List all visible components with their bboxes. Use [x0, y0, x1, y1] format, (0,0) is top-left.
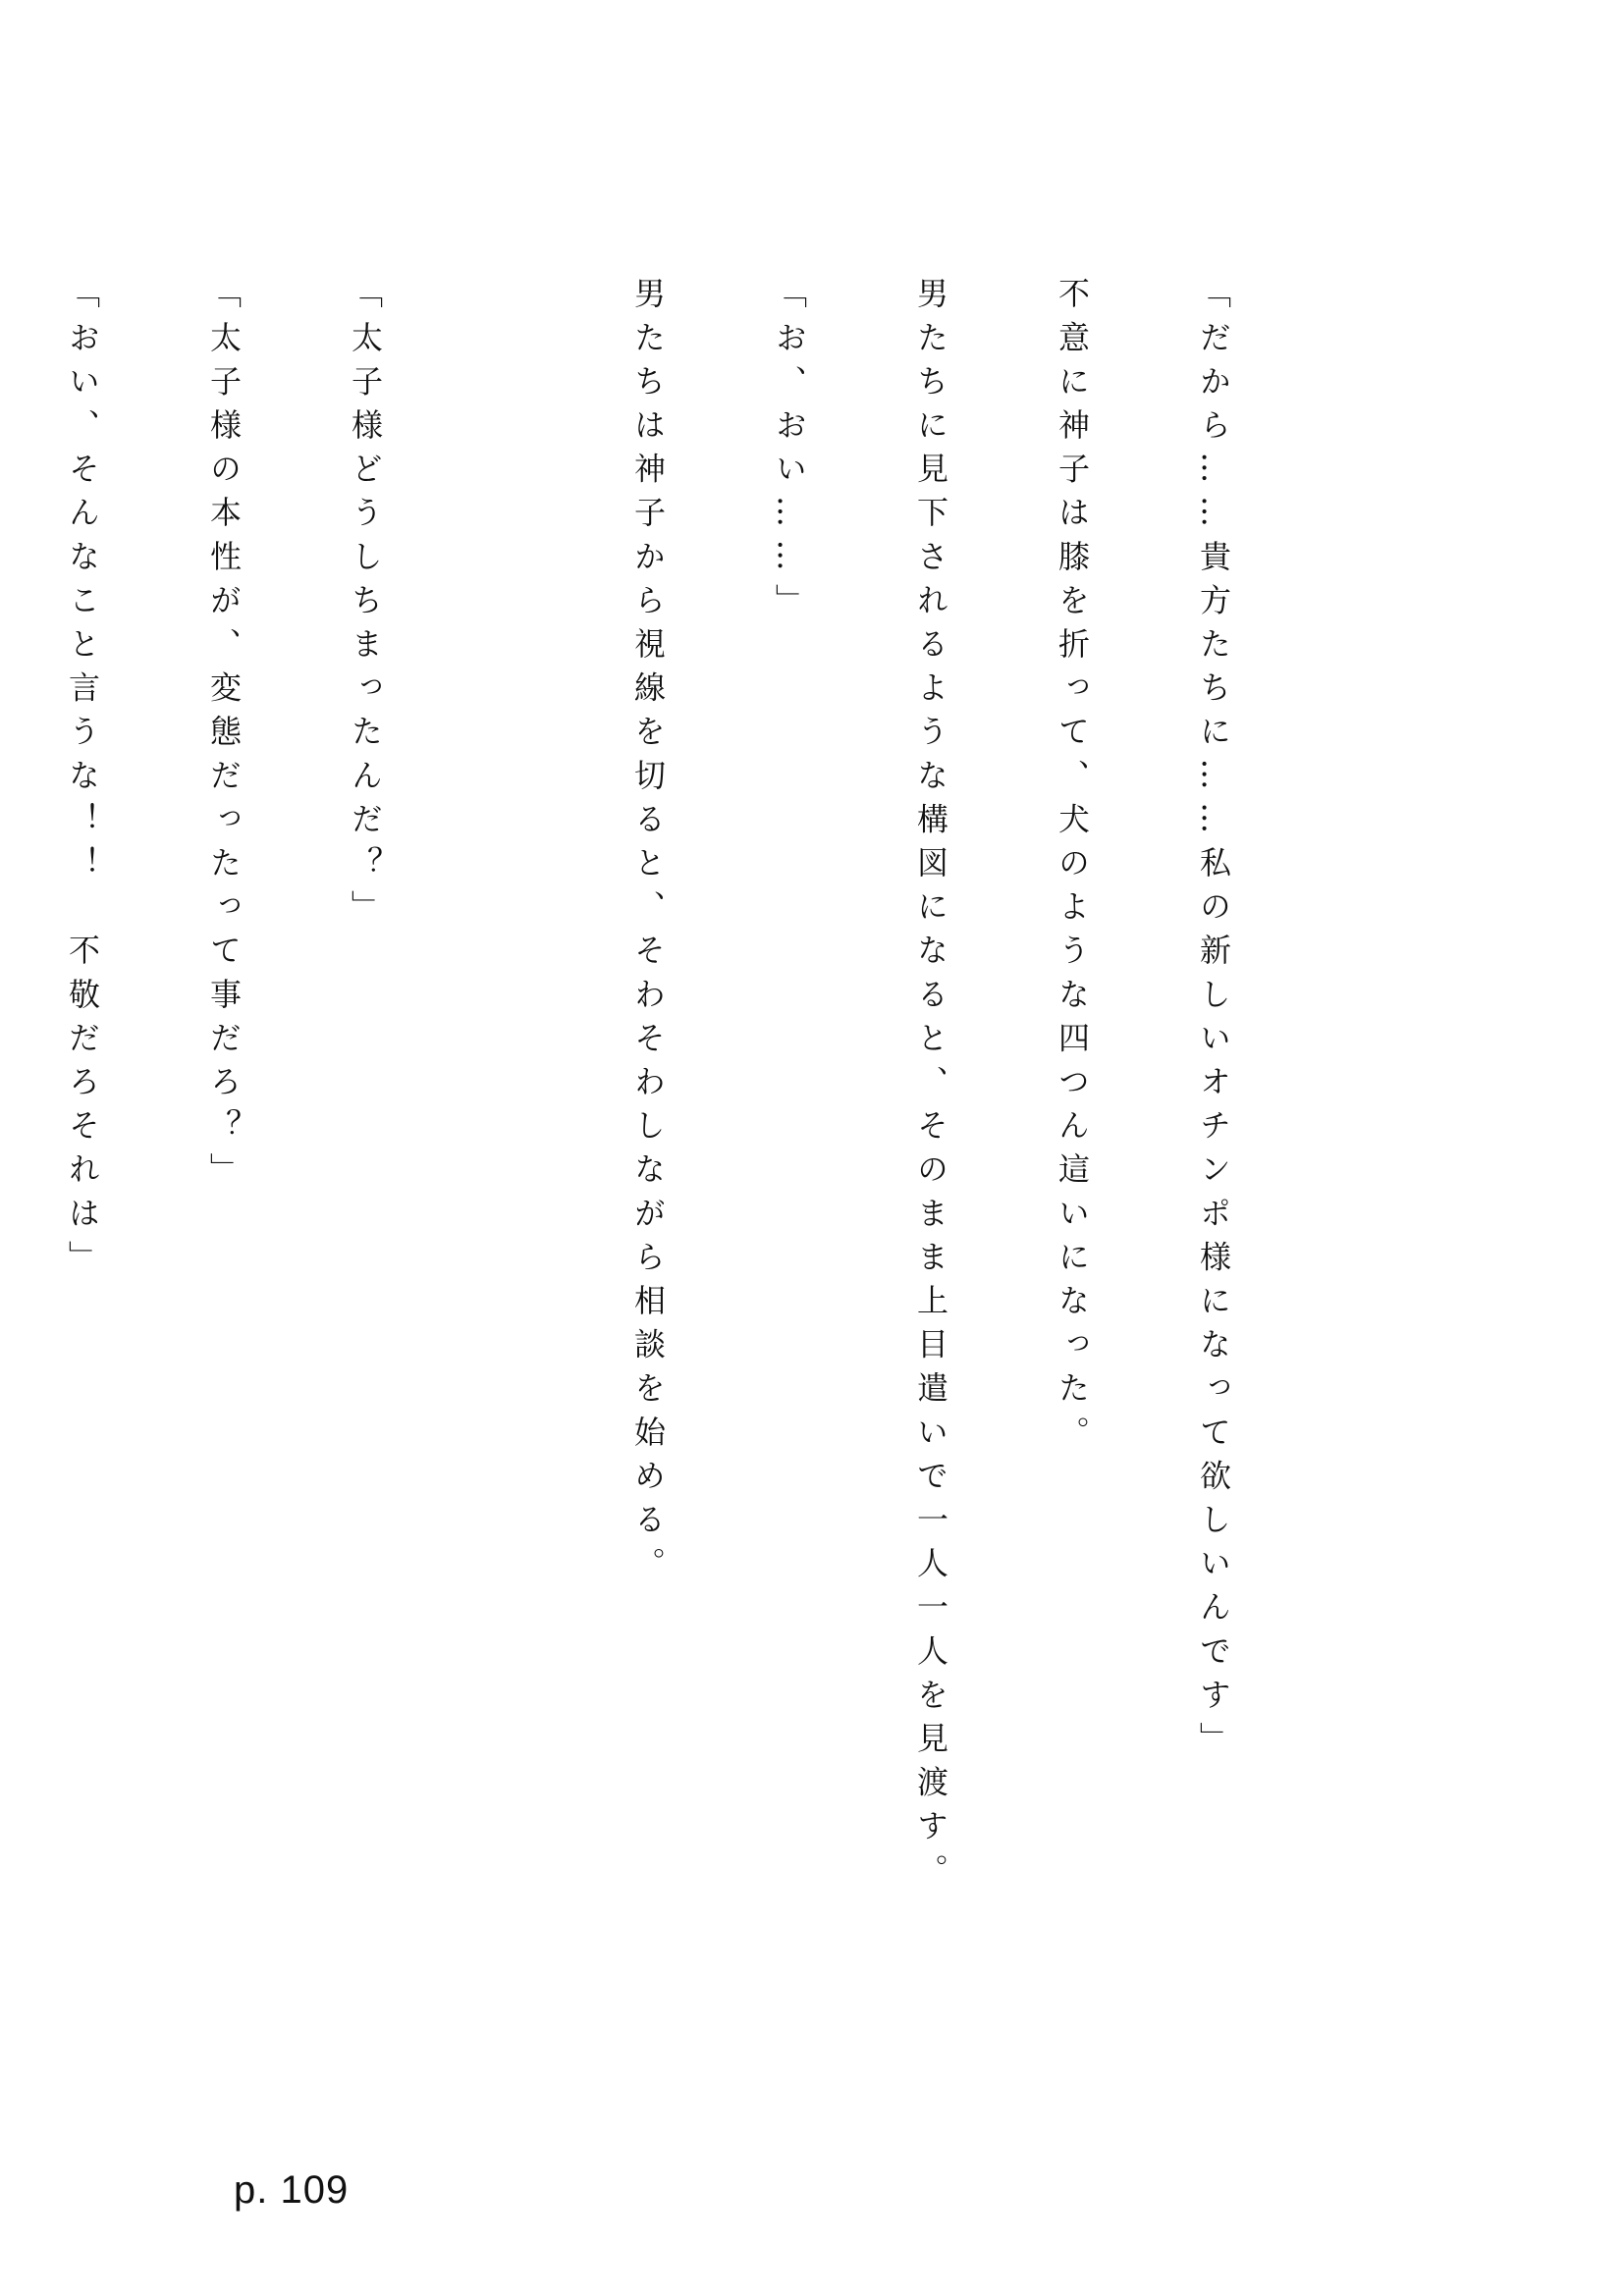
blank-line	[483, 277, 530, 2073]
page-number: p. 109	[234, 2168, 350, 2212]
text-line: 不意に神子は膝を折って、犬のような四つん這いになった。	[1054, 277, 1091, 1460]
text-line: 「太子様どうしちまったんだ？」	[347, 277, 384, 934]
text-line: 「おい、そんなこと言うな！！ 不敬だろそれは」	[64, 277, 101, 1284]
text-line: 「太子様の本性が、変態だったって事だろ？」	[205, 277, 243, 1197]
text-line: 「だから……貴方たちに……私の新しいオチンポ様になって欲しいんです」	[1195, 277, 1232, 1766]
text-line: 「お、おい……」	[771, 277, 808, 627]
vertical-text-body	[0, 277, 1331, 2073]
text-line: 男たちに見下されるような構図になると、そのまま上目遣いで一人一人を見渡す。	[912, 277, 949, 1897]
text-line: 男たちは神子から視線を切ると、そわそわしながら相談を始める。	[629, 277, 667, 1590]
